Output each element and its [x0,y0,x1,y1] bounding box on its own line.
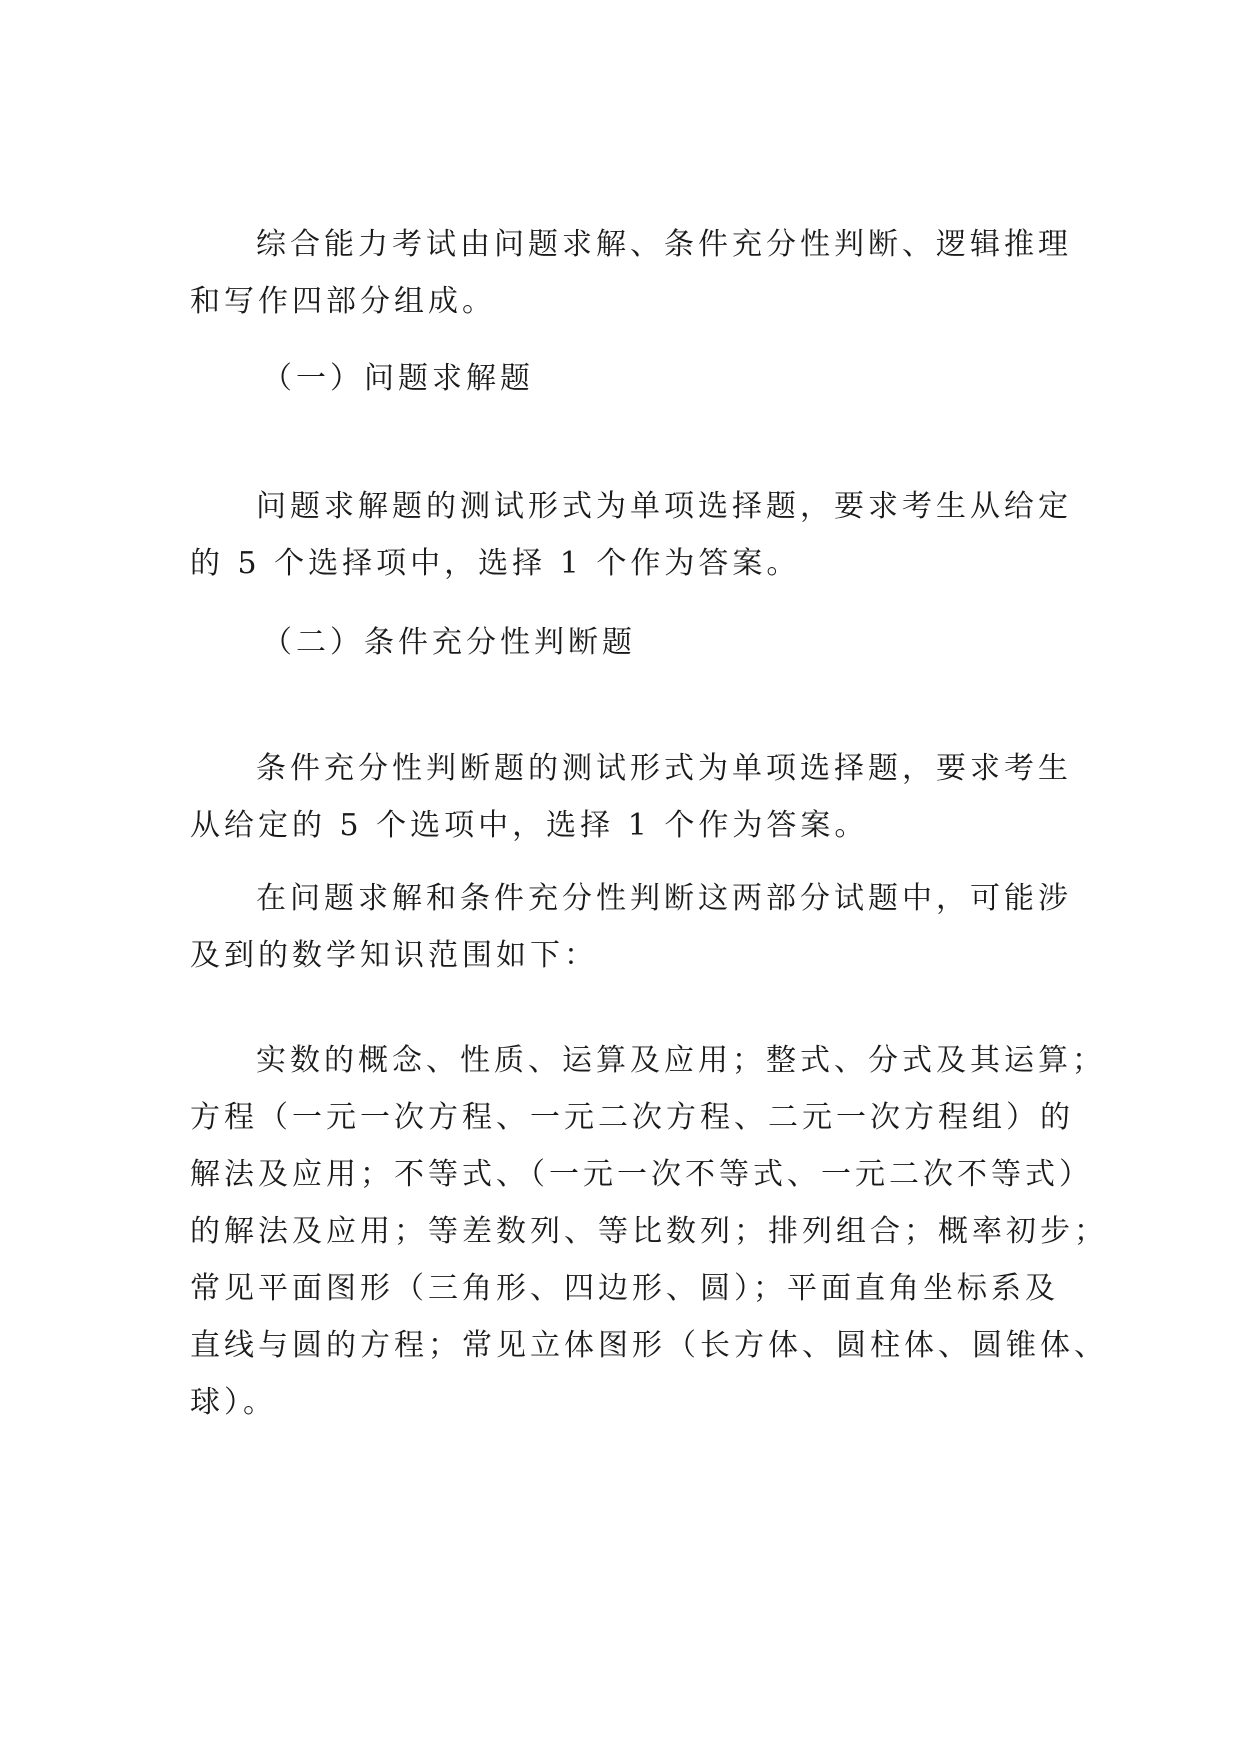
paragraph-scope [190,870,1072,984]
text-line: 问题求解题的测试形式为单项选择题，要求考生从给定 [256,489,1072,524]
text-line: 和写作四部分组成。 [190,284,496,319]
text-line: 直线与圆的方程；常见立体图形（长方体、圆柱体、圆锥体、 [190,1328,1108,1363]
text-line: 在问题求解和条件充分性判断这两部分试题中，可能涉 [256,881,1072,916]
text-line: 条件充分性判断题的测试形式为单项选择题，要求考生 [256,751,1072,786]
text-line: 及到的数学知识范围如下： [190,938,598,973]
paragraph-problem-solving [190,478,1072,592]
section-heading-1 [190,350,1052,407]
text-line: 解法及应用；不等式、（一元一次不等式、一元二次不等式） [190,1157,1093,1192]
paragraph-math-topics [190,1032,1108,1431]
text-line: 常见平面图形（三角形、四边形、圆）；平面直角坐标系及 [190,1271,1059,1306]
text-line: 综合能力考试由问题求解、条件充分性判断、逻辑推理 [256,227,1072,262]
paragraph-intro [190,216,1072,330]
heading-text: （二）条件充分性判断题 [262,625,636,660]
section-heading-2 [190,614,1052,671]
text-line: 的解法及应用；等差数列、等比数列；排列组合；概率初步； [190,1214,1108,1249]
text-line: 球）。 [190,1385,277,1420]
text-line: 的 5 个选择项中，选择 1 个作为答案。 [190,546,801,581]
text-line: 实数的概念、性质、运算及应用；整式、分式及其运算； [256,1043,1106,1078]
heading-text: （一）问题求解题 [262,361,534,396]
text-line: 从给定的 5 个选项中，选择 1 个作为答案。 [190,808,869,843]
paragraph-sufficiency [190,740,1072,854]
text-line: 方程（一元一次方程、一元二次方程、二元一次方程组）的 [190,1100,1074,1135]
